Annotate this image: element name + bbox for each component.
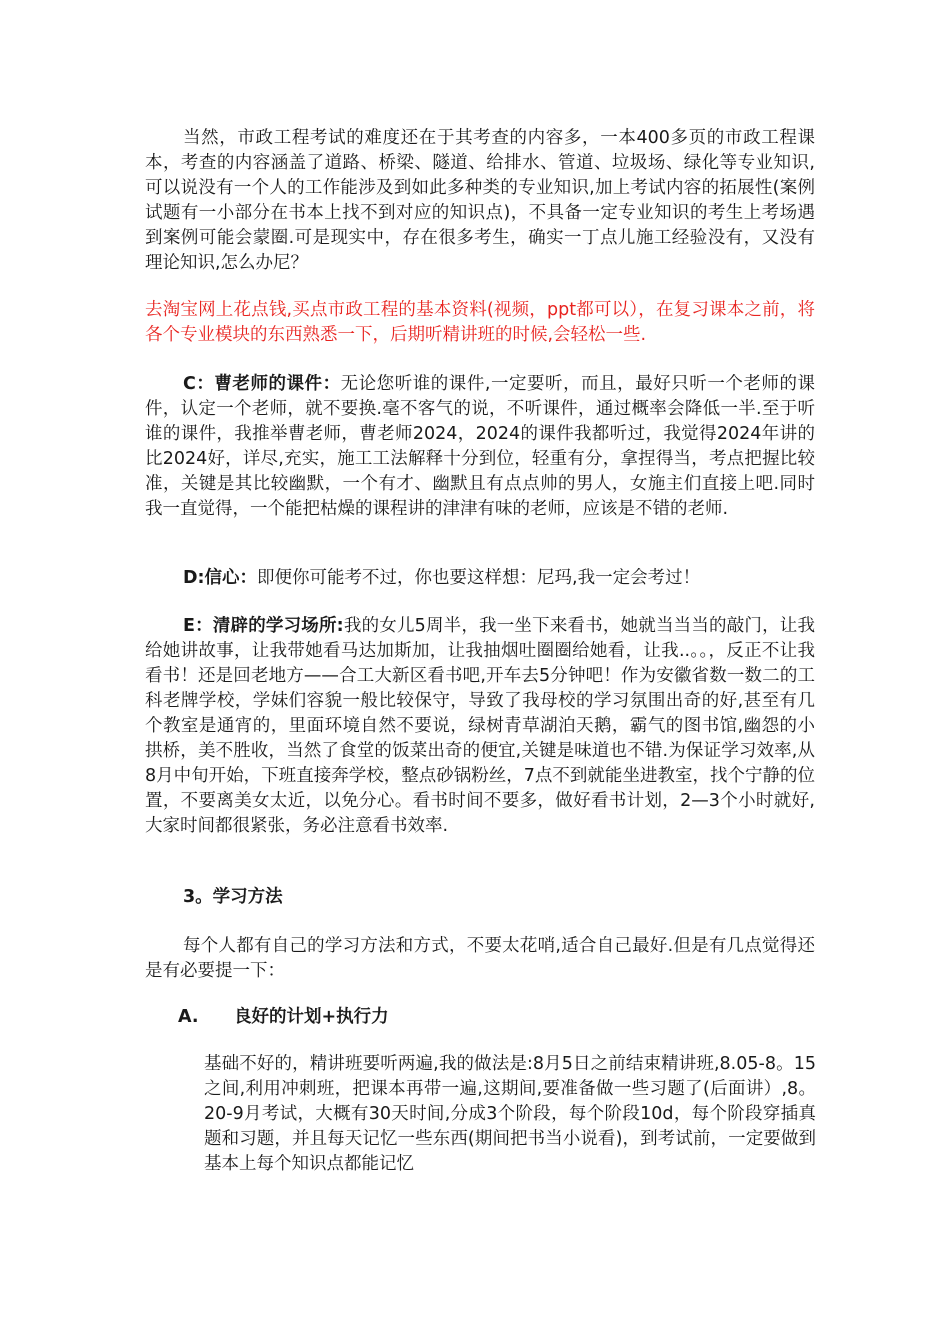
section-body-d: 即便你可能考不过，你也要这样想：尼玛,我一定会考过！ <box>257 568 701 588</box>
subheading-plan-execution-text: 良好的计划+执行力 <box>234 1007 389 1027</box>
section-heading-c: C：曹老师的课件： <box>183 374 341 394</box>
paragraph-study-place <box>145 614 815 839</box>
paragraph-confidence <box>145 566 815 591</box>
paragraph-exam-difficulty: 当然，市政工程考试的难度还在于其考查的内容多，一本400多页的市政工程课本，考查的内容涵盖了道路、桥梁、隧道、给排水、管道、垃圾场、绿化等专业知识,可以说没有一个人的工作能涉及到如此多种类的专业知识,加上考试内容的拓展性(案例试题有一小部分在书本上找不到对应的知识点)，不具备一定专业知识的考生上考场遇到案例可能会蒙圈.可是现实中，存在很多考生，确实一丁点儿施工经验没有，又没有理论知识,怎么办尼？ <box>145 128 815 273</box>
paragraph-study-plan: 基础不好的，精讲班要听两遍,我的做法是:8月5日之前结束精讲班,8.05-8。15之间,利用冲刺班，把课本再带一遍,这期间,要准备做一些习题了(后面讲）,8。20-9月考试，大概有30天时间,分成3个阶段，每个阶段10d，每个阶段穿插真题和习题，并且每天记忆一些东西(期间把书当小说看)，到考试前，一定要做到基本上每个知识点都能记忆 <box>204 1054 816 1174</box>
section-body-c: 无论您听谁的课件,一定要听，而且，最好只听一个老师的课件，认定一个老师，就不要换.毫不客气的说，不听课件，通过概率会降低一半.至于听谁的课件，我推举曹老师，曹老师2024，2024的课件我都听过，我觉得2024年讲的比2024好，详尽,充实，施工工法解释十分到位，轻重有分，拿捏得当，考点把握比较准，关键是其比较幽默，一个有才、幽默且有点点帅的男人，女施主们直接上吧.同时我一直觉得，一个能把枯燥的课程讲的津津有味的老师，应该是不错的老师. <box>145 374 815 519</box>
section-heading-study-method: 3。学习方法 <box>183 887 283 907</box>
paragraph-study-method-intro: 每个人都有自己的学习方法和方式，不要太花哨,适合自己最好.但是有几点觉得还是有必要提一下： <box>145 936 815 981</box>
paragraph-taobao-tip: 去淘宝网上花点钱,买点市政工程的基本资料(视频，ppt都可以），在复习课本之前，将各个专业模块的东西熟悉一下，后期听精讲班的时候,会轻松一些. <box>145 300 815 345</box>
section-heading-d: D:信心： <box>183 568 258 588</box>
subheading-plan-execution <box>178 1005 389 1030</box>
paragraph-courseware <box>145 372 815 522</box>
section-body-e: 我的女儿5周半，我一坐下来看书，她就当当当的敲门，让我给她讲故事，让我带她看马达加斯加，让我抽烟吐圈圈给她看，让我..。。，反正不让我看书！还是回老地方——合工大新区看书吧,开车去5分钟吧！作为安徽省数一数二的工科老牌学校，学妹们容貌一般比较保守，导致了我母校的学习氛围出奇的好,甚至有几个教室是通宵的，里面环境自然不要说，绿树青草湖泊天鹅，霸气的图书馆,幽怨的小拱桥，美不胜收，当然了食堂的饭菜出奇的便宜,关键是味道也不错.为保证学习效率,从8月中旬开始，下班直接奔学校，整点砂锅粉丝，7点不到就能坐进教室，找个宁静的位置，不要离美女太近，以免分心。看书时间不要多，做好看书计划，2—3个小时就好,大家时间都很紧张，务必注意看书效率. <box>145 616 816 836</box>
section-heading-e: E：清辟的学习场所: <box>183 616 344 636</box>
list-marker-a: A. <box>178 1007 199 1027</box>
